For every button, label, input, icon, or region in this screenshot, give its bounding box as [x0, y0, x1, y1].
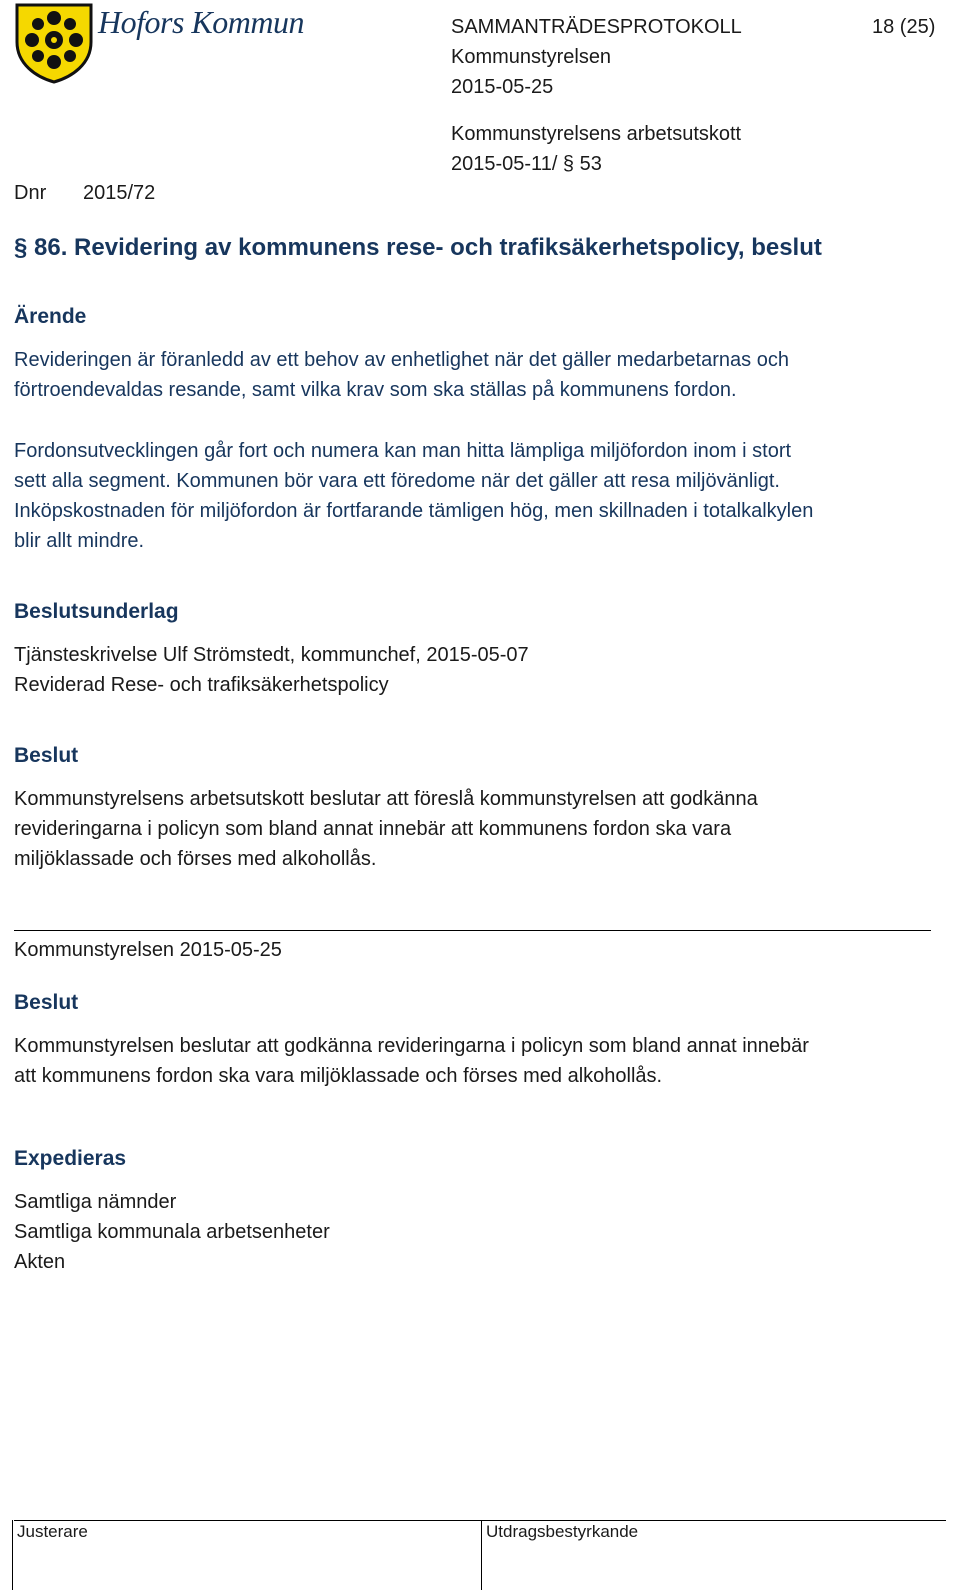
arende-text: Revideringen är föranledd av ett behov av enhetlighet när det gäller medarbetarnas och [14, 349, 789, 371]
arende-text: blir allt mindre. [14, 530, 145, 552]
underlag-item: Tjänsteskrivelse Ulf Strömstedt, kommunchef, 2015-05-07 [14, 644, 529, 666]
committee-ref: 2015-05-11/ § 53 [451, 153, 602, 175]
arende-text: sett alla segment. Kommunen bör vara ett föredome när det gäller att resa miljövänligt. [14, 470, 780, 492]
beslut-text: miljöklassade och förses med alkohollås. [14, 848, 377, 870]
expedieras-item: Akten [14, 1251, 66, 1273]
expedieras-item: Samtliga nämnder [14, 1191, 177, 1213]
underlag-item: Reviderad Rese- och trafiksäkerhetspolicy [14, 674, 389, 696]
municipality-logo [14, 2, 94, 84]
committee-name: Kommunstyrelsens arbetsutskott [451, 123, 742, 145]
underlag-heading: Beslutsunderlag [14, 600, 179, 623]
arende-heading: Ärende [14, 305, 87, 328]
expedieras-item: Samtliga kommunala arbetsenheter [14, 1221, 330, 1243]
org-name: Hofors Kommun [98, 4, 304, 40]
body-name: Kommunstyrelsen [451, 46, 612, 68]
utdrag-box [481, 1520, 947, 1590]
justerare-box [12, 1520, 483, 1590]
utdrag-label: Utdragsbestyrkande [486, 1522, 639, 1541]
beslut-heading: Beslut [14, 744, 79, 767]
dnr-label: Dnr [14, 182, 47, 204]
arende-text: Fordonsutvecklingen går fort och numera kan man hitta lämpliga miljöfordon inom i stort [14, 440, 792, 462]
ks-date-line: Kommunstyrelsen 2015-05-25 [14, 939, 282, 961]
beslut-text: Kommunstyrelsen beslutar att godkänna revideringarna i policyn som bland annat innebär [14, 1035, 809, 1057]
page-title: § 86. Revidering av kommunens rese- och trafiksäkerhetspolicy, beslut [14, 234, 822, 261]
meeting-date: 2015-05-25 [451, 76, 554, 98]
page-number: 18 (25) [872, 16, 936, 38]
beslut-text: revideringarna i policyn som bland annat innebär att kommunens fordon ska vara [14, 818, 732, 840]
section-divider [14, 930, 931, 931]
beslut-text: att kommunens fordon ska vara miljöklassade och förses med alkohollås. [14, 1065, 663, 1087]
expedieras-heading: Expedieras [14, 1147, 127, 1170]
justerare-label: Justerare [17, 1522, 88, 1541]
doc-type: SAMMANTRÄDESPROTOKOLL [451, 16, 742, 38]
beslut-heading: Beslut [14, 991, 79, 1014]
beslut-text: Kommunstyrelsens arbetsutskott beslutar att föreslå kommunstyrelsen att godkänna [14, 788, 758, 810]
arende-text: förtroendevaldas resande, samt vilka krav som ska ställas på kommunens fordon. [14, 379, 737, 401]
arende-text: Inköpskostnaden för miljöfordon är fortfarande tämligen hög, men skillnaden i totalkalkylen [14, 500, 814, 522]
hofors-coat-of-arms-icon [14, 2, 94, 84]
dnr-value: 2015/72 [83, 182, 156, 204]
